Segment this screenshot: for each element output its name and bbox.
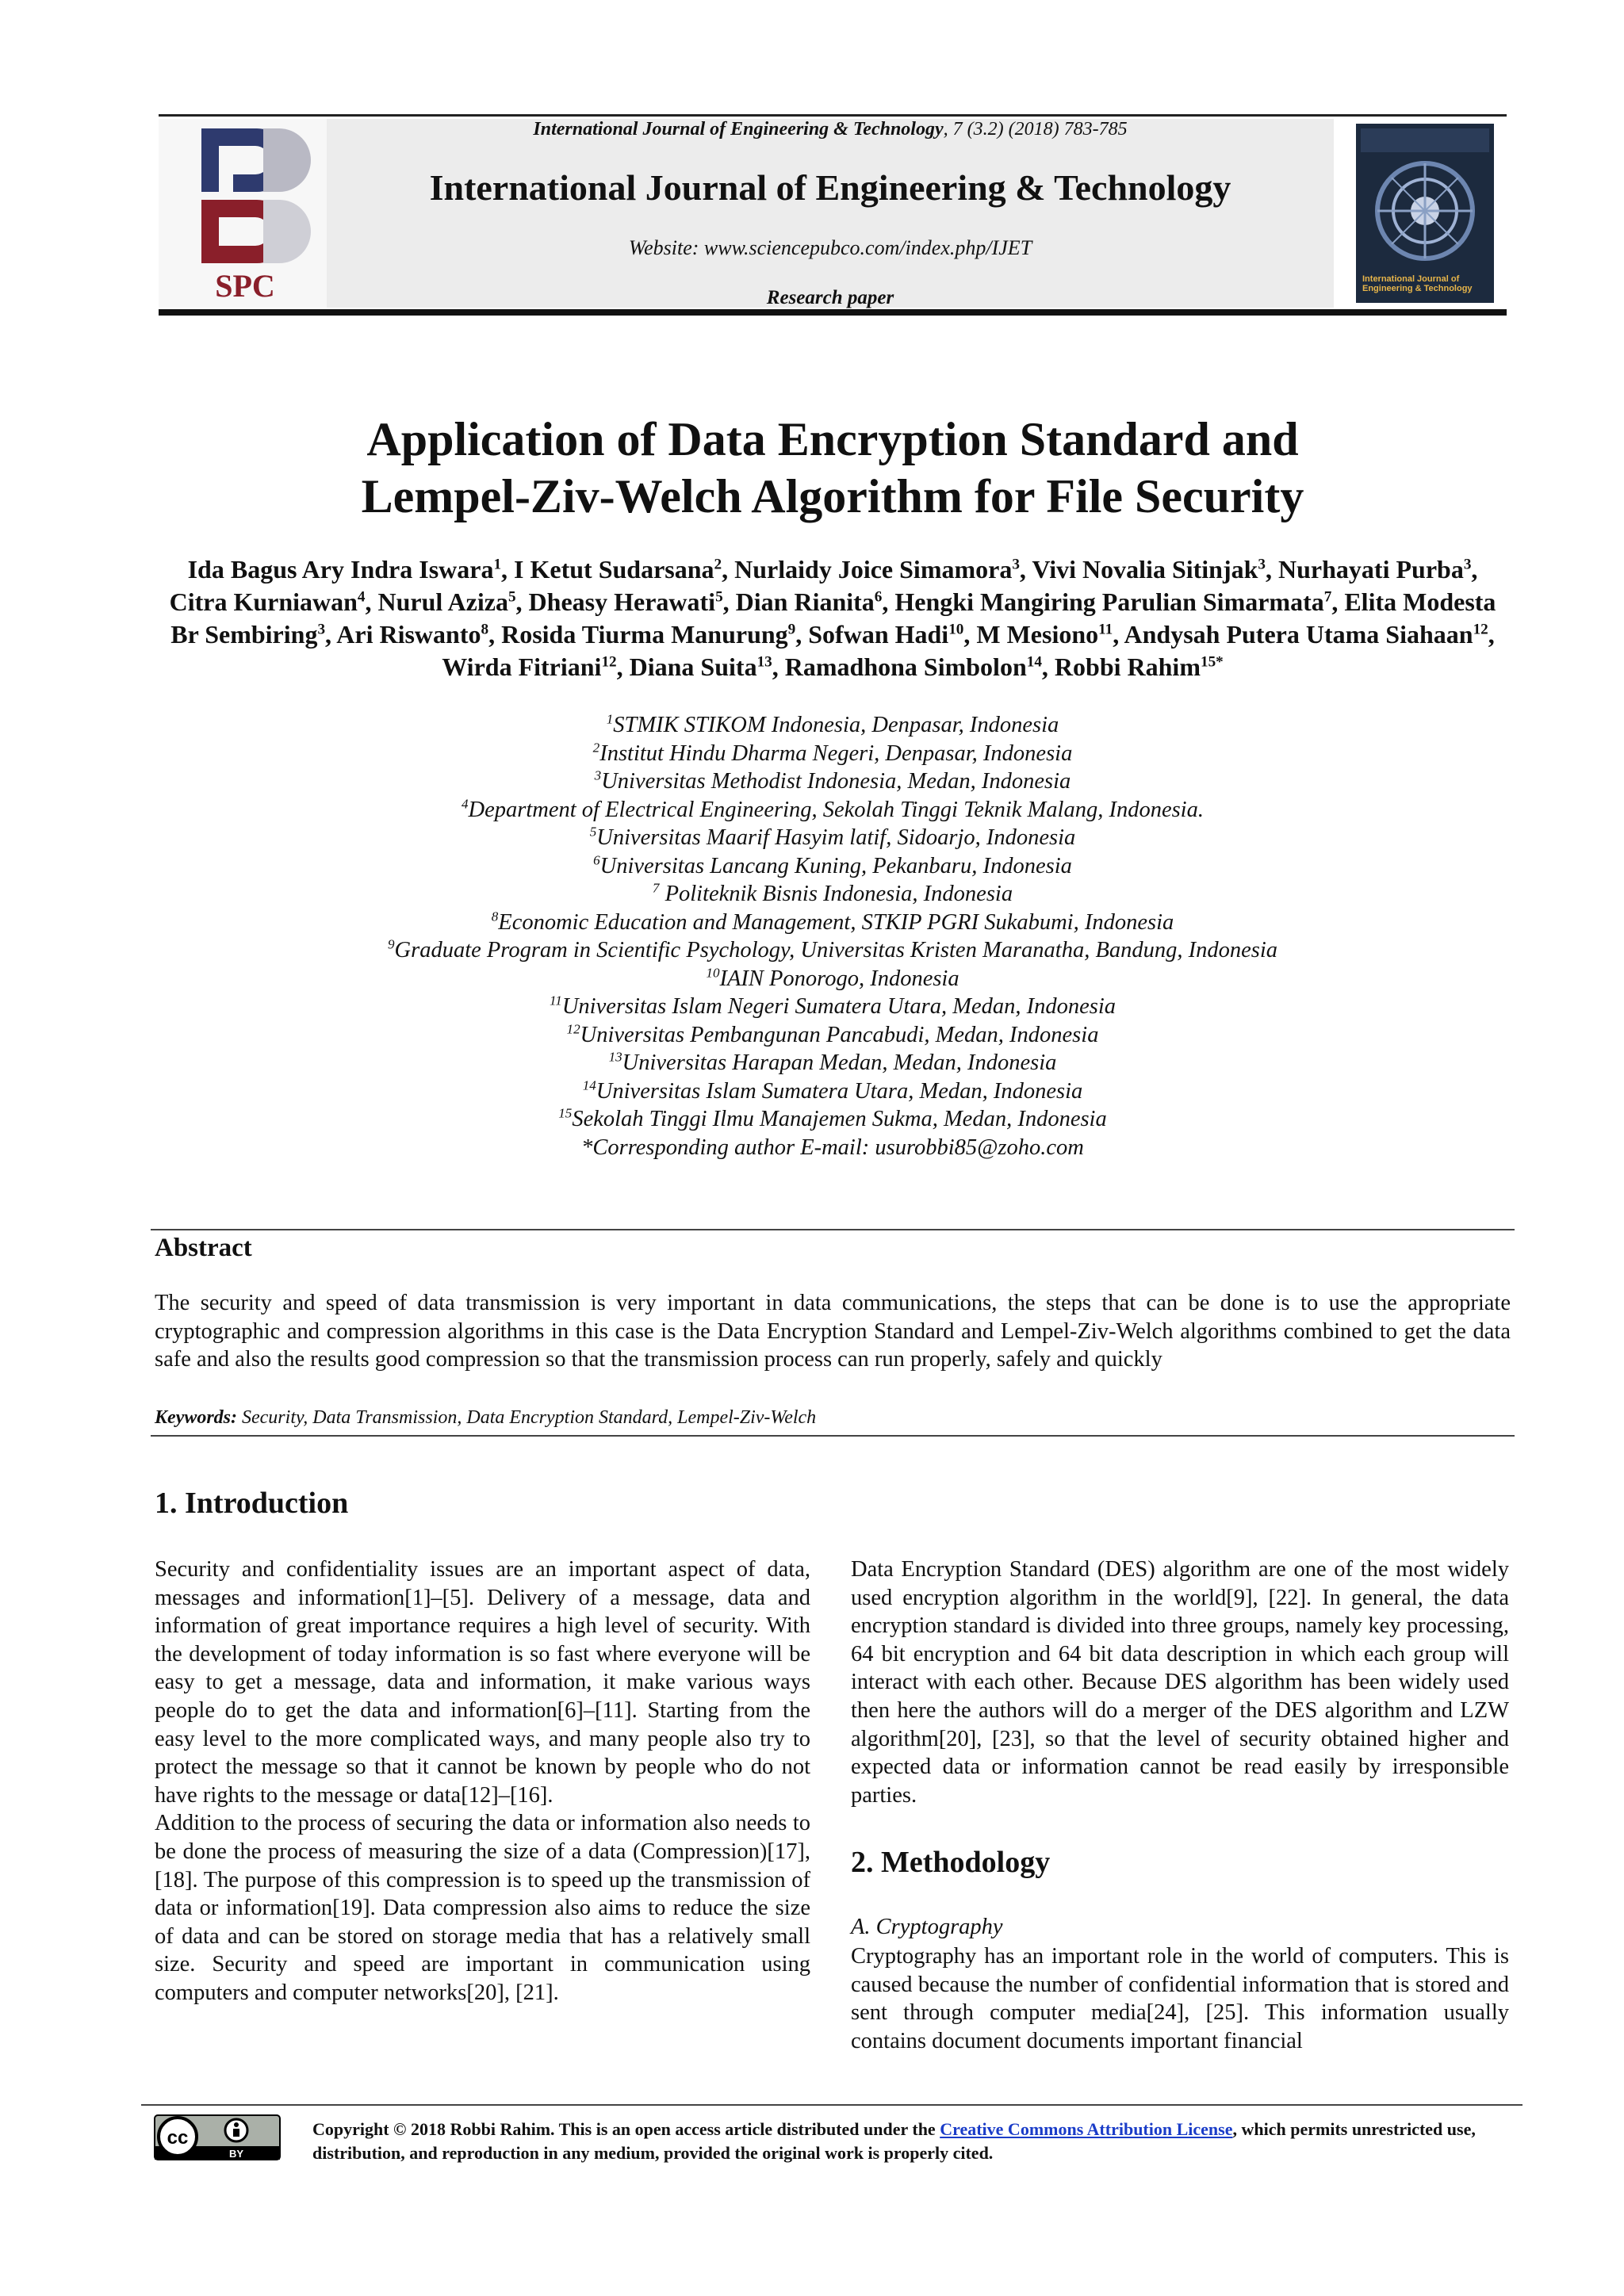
journal-reference-name: International Journal of Engineering & Technology bbox=[533, 119, 944, 140]
affiliation-text: Economic Education and Management, STKIP PGRI Sukabumi, Indonesia bbox=[498, 909, 1174, 935]
author-separator: , bbox=[1113, 620, 1124, 649]
author-name: Citra Kurniawan bbox=[169, 587, 358, 616]
author-name: I Ketut Sudarsana bbox=[514, 555, 714, 584]
author bbox=[514, 555, 734, 584]
header-bottom-rule bbox=[159, 309, 1507, 316]
author bbox=[785, 652, 1055, 681]
abstract-top-rule bbox=[151, 1229, 1515, 1230]
author bbox=[736, 587, 895, 616]
journal-cover-thumbnail bbox=[1356, 124, 1494, 303]
svg-text:cc: cc bbox=[167, 2127, 189, 2149]
author-separator: , bbox=[488, 620, 502, 649]
affiliation-line bbox=[159, 824, 1507, 852]
author bbox=[336, 620, 501, 649]
author-separator: , bbox=[722, 555, 735, 584]
author bbox=[976, 620, 1124, 649]
affiliation-index: 9 bbox=[387, 936, 395, 952]
affiliation-line bbox=[159, 1105, 1507, 1134]
author-affiliation-index: 5 bbox=[508, 588, 516, 606]
author-name: Vivi Novalia Sitinjak bbox=[1032, 555, 1258, 584]
affiliation-index: 3 bbox=[594, 767, 602, 783]
author-list bbox=[159, 553, 1507, 683]
paper-title-line-1: Application of Data Encryption Standard and bbox=[366, 413, 1299, 465]
author-separator: , bbox=[795, 620, 809, 649]
author-affiliation-index: 3 bbox=[1012, 556, 1020, 573]
author bbox=[1055, 652, 1224, 681]
author-name: Sofwan Hadi bbox=[808, 620, 949, 649]
paper-title-line-2: Lempel-Ziv-Welch Algorithm for File Security bbox=[361, 470, 1304, 522]
section-heading-methodology: 2. Methodology bbox=[851, 1846, 1051, 1879]
author-separator: , bbox=[1041, 652, 1055, 681]
affiliation-line bbox=[159, 740, 1507, 768]
logo-text: SPC bbox=[215, 268, 275, 304]
author-name: Dian Rianita bbox=[735, 587, 875, 616]
affiliation-list bbox=[159, 711, 1507, 1161]
affiliation-index: 15 bbox=[558, 1105, 573, 1121]
author-name: Hengki Mangiring Parulian Simarmata bbox=[894, 587, 1324, 616]
paper-title bbox=[159, 411, 1507, 525]
author-affiliation-index: 3 bbox=[1463, 556, 1472, 573]
affiliation-text: IAIN Ponorogo, Indonesia bbox=[719, 966, 959, 991]
author-separator: , bbox=[772, 652, 785, 681]
creative-commons-badge-icon[interactable] bbox=[154, 2114, 281, 2160]
affiliation-text: Universitas Maarif Hasyim latif, Sidoarjo, Indonesia bbox=[596, 825, 1076, 850]
right-column bbox=[851, 1556, 1509, 1809]
affiliation-text: Institut Hindu Dharma Negeri, Denpasar, Indonesia bbox=[599, 740, 1073, 766]
author-name: Andysah Putera Utama Siahaan bbox=[1124, 620, 1473, 649]
author bbox=[894, 587, 1344, 616]
author-affiliation-index: 1 bbox=[493, 556, 502, 573]
header-band bbox=[327, 119, 1334, 308]
author-separator: , bbox=[963, 620, 977, 649]
affiliation-text: Universitas Islam Sumatera Utara, Medan, Indonesia bbox=[596, 1078, 1083, 1104]
affiliation-text: Universitas Harapan Medan, Medan, Indonesia bbox=[622, 1050, 1057, 1075]
affiliation-index: 5 bbox=[589, 824, 597, 840]
author bbox=[734, 555, 1032, 584]
author-name: Nurlaidy Joice Simamora bbox=[734, 555, 1013, 584]
affiliation-line bbox=[159, 909, 1507, 937]
author-affiliation-index: 12 bbox=[601, 653, 617, 671]
affiliation-line bbox=[159, 796, 1507, 825]
journal-reference bbox=[327, 119, 1334, 140]
author-name: Wirda Fitriani bbox=[442, 652, 602, 681]
affiliation-index: 4 bbox=[462, 796, 469, 811]
author-name: Dheasy Herawati bbox=[528, 587, 716, 616]
corresponding-author[interactable]: *Corresponding author E-mail: usurobbi85@zoho.com bbox=[581, 1135, 1084, 1160]
author-name: Nurul Aziza bbox=[377, 587, 508, 616]
author-affiliation-index: 2 bbox=[714, 556, 722, 573]
affiliation-line bbox=[159, 1021, 1507, 1050]
affiliation-index: 6 bbox=[593, 852, 600, 867]
affiliation-text: Graduate Program in Scientific Psychology, Universitas Kristen Maranatha, Bandung, Indonesia bbox=[394, 938, 1278, 962]
author-affiliation-index: 6 bbox=[874, 588, 883, 606]
author-affiliation-index: 4 bbox=[357, 588, 366, 606]
author bbox=[1278, 555, 1477, 584]
methodology-paragraph-1: Cryptography has an important role in the world of computers. This is caused because the number of confidential information that is stored and sent through computer media[24], [25]. This information usually contains document documents important financial bbox=[851, 1944, 1509, 2053]
author-affiliation-index: 14 bbox=[1026, 653, 1042, 671]
affiliation-line bbox=[159, 936, 1507, 965]
affiliation-index: 11 bbox=[549, 993, 562, 1008]
author-affiliation-index: 11 bbox=[1098, 621, 1113, 638]
author bbox=[1032, 555, 1278, 584]
affiliation-index: 13 bbox=[608, 1049, 622, 1065]
author-separator: , bbox=[1331, 587, 1345, 616]
author-separator: , bbox=[1471, 555, 1478, 584]
affiliation-text: Universitas Methodist Indonesia, Medan, Indonesia bbox=[601, 769, 1071, 794]
author-affiliation-index: 3 bbox=[1258, 556, 1266, 573]
header-top-rule bbox=[159, 114, 1507, 117]
affiliation-text: Universitas Islam Negeri Sumatera Utara, Medan, Indonesia bbox=[561, 994, 1116, 1019]
affiliation-index: 12 bbox=[566, 1021, 580, 1036]
author-name: Elita Modesta Br Sembiring bbox=[170, 587, 1496, 649]
affiliation-index: 14 bbox=[582, 1077, 596, 1093]
author-affiliation-index: 3 bbox=[317, 621, 326, 638]
affiliation-line bbox=[159, 880, 1507, 909]
left-column bbox=[155, 1556, 810, 2007]
author-affiliation-index: 5 bbox=[715, 588, 723, 606]
affiliation-index: 8 bbox=[491, 909, 499, 924]
affiliation-line bbox=[159, 1077, 1507, 1106]
author-separator: , bbox=[515, 587, 529, 616]
cover-title: International Journal of Engineering & Technology bbox=[1362, 274, 1473, 293]
footer-rule bbox=[141, 2104, 1522, 2106]
author bbox=[378, 587, 529, 616]
affiliation-line bbox=[159, 965, 1507, 993]
methodology-column bbox=[851, 1942, 1509, 2055]
keywords bbox=[155, 1407, 1511, 1429]
abstract-heading: Abstract bbox=[155, 1234, 252, 1262]
affiliation-line bbox=[159, 852, 1507, 881]
author-affiliation-index: 13 bbox=[756, 653, 772, 671]
keywords-label: Keywords: bbox=[155, 1407, 237, 1428]
journal-website[interactable]: Website: www.sciencepubco.com/index.php/IJET bbox=[628, 236, 1032, 259]
keywords-bottom-rule bbox=[151, 1435, 1515, 1437]
cc-by-label: BY bbox=[228, 2148, 244, 2160]
paper-type: Research paper bbox=[766, 287, 894, 308]
affiliation-line bbox=[159, 993, 1507, 1021]
subsection-cryptography: A. Cryptography bbox=[851, 1915, 1003, 1939]
author-separator: , bbox=[325, 620, 337, 649]
affiliation-line bbox=[159, 711, 1507, 740]
affiliation-index: 10 bbox=[706, 965, 720, 980]
affiliation-text: STMIK STIKOM Indonesia, Denpasar, Indonesia bbox=[613, 713, 1059, 737]
copyright-text-post: , which permits unrestricted use, distribution, and reproduction in any medium, provided the original work is properly cited. bbox=[312, 2119, 1476, 2163]
author-affiliation-index: 7 bbox=[1323, 588, 1332, 606]
author-name: Ramadhona Simbolon bbox=[784, 652, 1027, 681]
author-separator: , bbox=[616, 652, 630, 681]
author-name: Ida Bagus Ary Indra Iswara bbox=[187, 555, 494, 584]
author bbox=[170, 587, 378, 616]
author-name: Ari Riswanto bbox=[336, 620, 481, 649]
intro-paragraph-1: Security and confidentiality issues are an important aspect of data, messages and information[1]–[5]. Delivery of a message, data and information of great importance requires a high level of security. With the development of today information is so fast where everyone will be easy to get a message, data and information, it make various ways people do to get the data and information[6]–[11]. Starting from the easy level to the more complicated ways, and many people also try to protect the message so that it cannot be known by people who do not have rights to the message or data[12]–[16]. bbox=[155, 1557, 810, 1808]
author-name: Robbi Rahim bbox=[1054, 652, 1201, 681]
copyright-notice bbox=[312, 2118, 1510, 2165]
license-link[interactable]: Creative Commons Attribution License bbox=[940, 2119, 1233, 2139]
author-affiliation-index: 12 bbox=[1473, 621, 1488, 638]
journal-name: International Journal of Engineering & Technology bbox=[429, 167, 1231, 208]
author-name: M Mesiono bbox=[976, 620, 1099, 649]
affiliation-text: Sekolah Tinggi Ilmu Manajemen Sukma, Medan, Indonesia bbox=[572, 1107, 1107, 1131]
affiliation-line bbox=[159, 767, 1507, 796]
affiliation-index: 2 bbox=[592, 740, 600, 755]
affiliation-text: Department of Electrical Engineering, Sekolah Tinggi Teknik Malang, Indonesia. bbox=[468, 797, 1204, 822]
author bbox=[808, 620, 976, 649]
author-separator: , bbox=[501, 555, 515, 584]
intro-paragraph-3: Data Encryption Standard (DES) algorithm are one of the most widely used encryption algorithm in the world[9], [22]. In general, the data encryption standard is divided into three groups, namely key processing, 64 bit encryption and 64 bit data description in which each group will interact with each other. Because DES algorithm has been widely used then here the authors will do a merger of the DES algorithm and LZW algorithm[20], [23], so that the level of security obtained higher and expected data or information cannot be read easily by irresponsible parties. bbox=[851, 1557, 1509, 1808]
author-separator: , bbox=[1019, 555, 1032, 584]
author-affiliation-index: 10 bbox=[948, 621, 964, 638]
abstract-text: The security and speed of data transmission is very important in data communications, the steps that can be done is to use the appropriate cryptographic and compression algorithms in this case is the Data Encryption Standard and Lempel-Ziv-Welch algorithms combined to get the data safe and also the results good compression so that the transmission process can run properly, safely and quickly bbox=[155, 1291, 1511, 1372]
author-name: Rosida Tiurma Manurung bbox=[501, 620, 788, 649]
journal-reference-volume: , 7 (3.2) (2018) 783-785 bbox=[943, 119, 1128, 140]
author-name: Nurhayati Purba bbox=[1278, 555, 1464, 584]
affiliation-text: Universitas Lancang Kuning, Pekanbaru, Indonesia bbox=[599, 853, 1072, 878]
affiliation-index: 7 bbox=[652, 880, 660, 896]
author-separator: , bbox=[1488, 620, 1495, 649]
author-separator: , bbox=[882, 587, 895, 616]
author bbox=[630, 652, 785, 681]
keywords-text: Security, Data Transmission, Data Encryption Standard, Lempel-Ziv-Welch bbox=[237, 1407, 817, 1428]
author-affiliation-index: 9 bbox=[787, 621, 796, 638]
author-separator: , bbox=[722, 587, 736, 616]
affiliation-index: 1 bbox=[606, 711, 614, 727]
author bbox=[442, 652, 629, 681]
author bbox=[188, 555, 514, 584]
author-affiliation-index: 8 bbox=[481, 621, 489, 638]
author-affiliation-index: 15* bbox=[1200, 653, 1224, 671]
author-name: Diana Suita bbox=[629, 652, 757, 681]
author bbox=[529, 587, 736, 616]
copyright-text-pre: Copyright © 2018 Robbi Rahim. This is an open access article distributed under the bbox=[312, 2119, 940, 2139]
publisher-logo bbox=[170, 121, 320, 304]
intro-paragraph-2: Addition to the process of securing the data or information also needs to be done the process of measuring the size of a data (Compression)[17], [18]. The purpose of this compression is to speed up the transmission of data or information[19]. Data compression also aims to reduce the size of data and can be stored on storage media that has a relatively small size. Security and speed are important in communication using computers and computer networks[20], [21]. bbox=[155, 1811, 810, 2005]
author-separator: , bbox=[365, 587, 378, 616]
affiliation-line bbox=[159, 1049, 1507, 1077]
section-heading-introduction: 1. Introduction bbox=[155, 1487, 349, 1520]
affiliation-text: Politeknik Bisnis Indonesia, Indonesia bbox=[659, 882, 1013, 906]
author bbox=[501, 620, 808, 649]
affiliation-text: Universitas Pembangunan Pancabudi, Medan, Indonesia bbox=[580, 1022, 1099, 1047]
author-separator: , bbox=[1266, 555, 1279, 584]
author bbox=[1124, 620, 1495, 649]
